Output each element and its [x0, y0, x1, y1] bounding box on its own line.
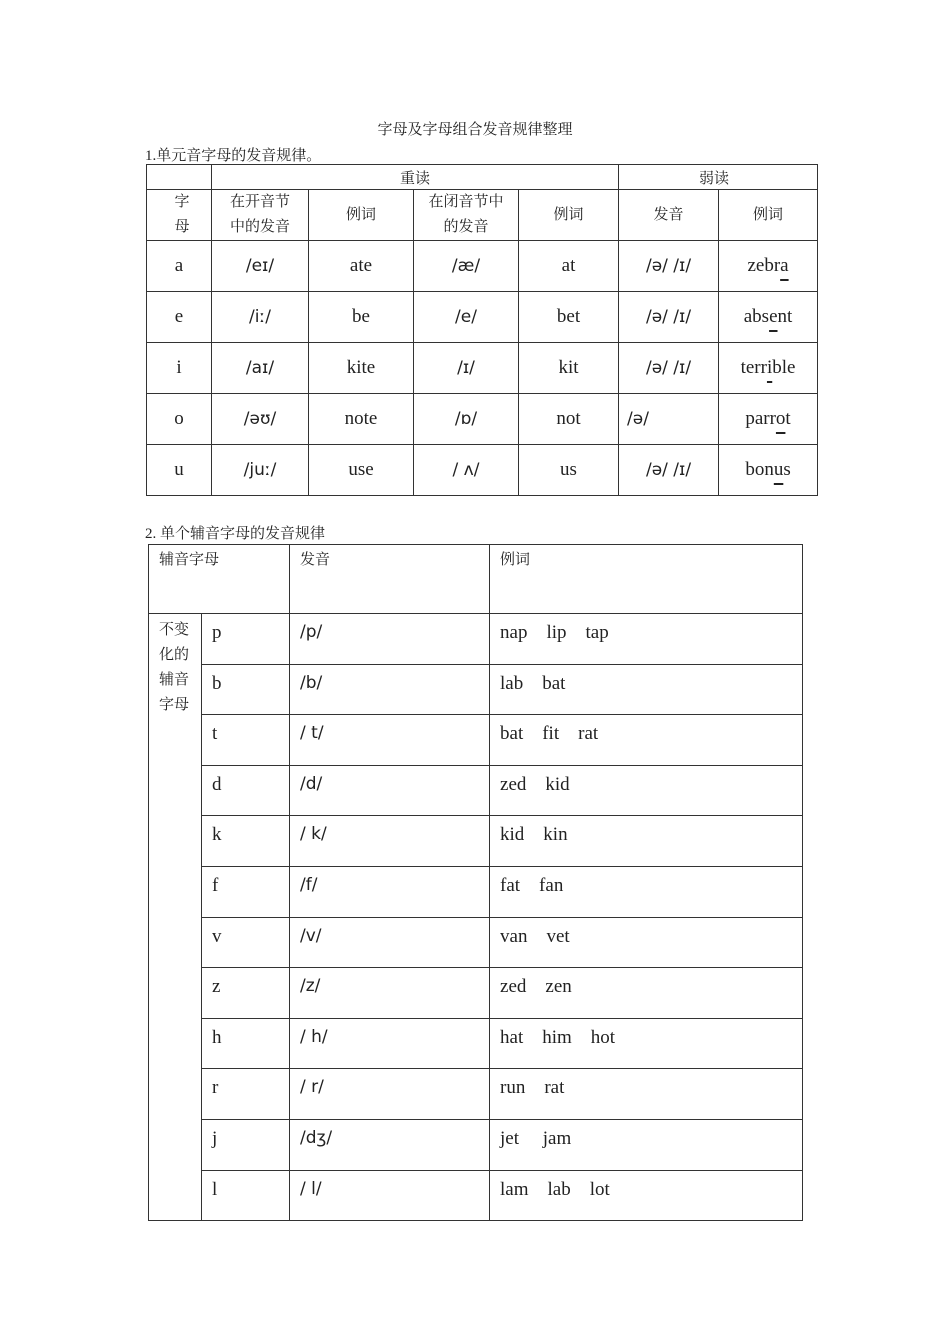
- open-sound: /əʊ/: [212, 394, 309, 445]
- consonant-letter: l: [202, 1170, 290, 1221]
- table-row: [149, 968, 803, 1019]
- consonant-letter: p: [202, 614, 290, 665]
- col-header-letter: 字母: [147, 190, 212, 241]
- consonant-examples: van vet: [490, 917, 803, 968]
- consonant-examples: lam lab lot: [490, 1170, 803, 1221]
- table-row: [149, 1069, 803, 1120]
- consonant-examples: jet jam: [490, 1119, 803, 1170]
- open-sound: /eɪ/: [212, 241, 309, 292]
- weak-sound: /ə/ /ɪ/: [619, 292, 719, 343]
- open-sound: /juː/: [212, 445, 309, 496]
- example-weak: zebra: [719, 241, 818, 292]
- col-header-example: 例词: [490, 545, 803, 614]
- consonant-letter: k: [202, 816, 290, 867]
- weak-sound: /ə/ /ɪ/: [619, 445, 719, 496]
- consonant-letter: z: [202, 968, 290, 1019]
- example-open: be: [309, 292, 414, 343]
- col-header-example2: 例词: [519, 190, 619, 241]
- col-header-consonant: 辅音字母: [149, 545, 290, 614]
- consonant-sound: /v/: [290, 917, 490, 968]
- consonant-letter: h: [202, 1018, 290, 1069]
- consonant-letter: f: [202, 866, 290, 917]
- example-weak: absent: [719, 292, 818, 343]
- consonant-examples: lab bat: [490, 664, 803, 715]
- example-weak: terrible: [719, 343, 818, 394]
- example-closed: bet: [519, 292, 619, 343]
- col-header-open: 在开音节中的发音: [212, 190, 309, 241]
- consonant-examples: run rat: [490, 1069, 803, 1120]
- page-title: 字母及字母组合发音规律整理: [377, 122, 573, 138]
- col-header-example1: 例词: [309, 190, 414, 241]
- example-open: note: [309, 394, 414, 445]
- consonant-letter: d: [202, 765, 290, 816]
- closed-sound: /e/: [414, 292, 519, 343]
- vowel-letter: i: [147, 343, 212, 394]
- col-header-sound: 发音: [290, 545, 490, 614]
- table-row: [147, 343, 818, 394]
- group-label-invariant-consonants: 不变化的辅音字母: [149, 614, 202, 1221]
- group-unstressed: 弱读: [619, 165, 818, 190]
- section2-heading: 2. 单个辅音字母的发音规律: [145, 526, 326, 542]
- consonant-sound: / h/: [290, 1018, 490, 1069]
- group-stressed: 重读: [212, 165, 619, 190]
- consonant-letter: t: [202, 715, 290, 766]
- consonant-letter: r: [202, 1069, 290, 1120]
- vowel-letter: e: [147, 292, 212, 343]
- consonant-sound: / l/: [290, 1170, 490, 1221]
- consonant-examples: kid kin: [490, 816, 803, 867]
- table-row: [147, 394, 818, 445]
- col-header-closed: 在闭音节中的发音: [414, 190, 519, 241]
- closed-sound: /ɒ/: [414, 394, 519, 445]
- consonant-sound: /dʒ/: [290, 1119, 490, 1170]
- table-row: [149, 866, 803, 917]
- table-row: [149, 917, 803, 968]
- open-sound: /iː/: [212, 292, 309, 343]
- consonant-sound: /p/: [290, 614, 490, 665]
- example-closed: kit: [519, 343, 619, 394]
- example-weak: bonus: [719, 445, 818, 496]
- consonant-sound: /z/: [290, 968, 490, 1019]
- example-open: kite: [309, 343, 414, 394]
- consonant-examples: bat fit rat: [490, 715, 803, 766]
- table-row: [149, 1119, 803, 1170]
- table-row: [149, 614, 803, 665]
- consonant-letter: b: [202, 664, 290, 715]
- consonant-table: [148, 544, 803, 1221]
- consonant-examples: hat him hot: [490, 1018, 803, 1069]
- consonant-sound: / r/: [290, 1069, 490, 1120]
- closed-sound: / ʌ/: [414, 445, 519, 496]
- example-closed: at: [519, 241, 619, 292]
- consonant-sound: / k/: [290, 816, 490, 867]
- example-open: use: [309, 445, 414, 496]
- closed-sound: /æ/: [414, 241, 519, 292]
- consonant-letter: v: [202, 917, 290, 968]
- blank-corner: [147, 165, 212, 190]
- vowel-letter: a: [147, 241, 212, 292]
- example-open: ate: [309, 241, 414, 292]
- vowel-letter: u: [147, 445, 212, 496]
- example-closed: us: [519, 445, 619, 496]
- weak-sound: /ə/ /ɪ/: [619, 241, 719, 292]
- section1-heading: 1.单元音字母的发音规律。: [145, 148, 322, 164]
- table-row: [149, 765, 803, 816]
- weak-sound: /ə/ /ɪ/: [619, 343, 719, 394]
- table-row: [147, 292, 818, 343]
- table-row: [149, 1170, 803, 1221]
- weak-sound: /ə/: [619, 394, 719, 445]
- vowel-table: [146, 164, 818, 496]
- consonant-sound: /b/: [290, 664, 490, 715]
- consonant-examples: fat fan: [490, 866, 803, 917]
- consonant-examples: zed zen: [490, 968, 803, 1019]
- consonant-examples: zed kid: [490, 765, 803, 816]
- col-header-weak-sound: 发音: [619, 190, 719, 241]
- col-header-example3: 例词: [719, 190, 818, 241]
- example-closed: not: [519, 394, 619, 445]
- consonant-sound: / t/: [290, 715, 490, 766]
- example-weak: parrot: [719, 394, 818, 445]
- table-row: [149, 1018, 803, 1069]
- table-row: [147, 241, 818, 292]
- consonant-sound: /f/: [290, 866, 490, 917]
- open-sound: /aɪ/: [212, 343, 309, 394]
- table-row: [149, 715, 803, 766]
- table-row: [149, 664, 803, 715]
- table-row: [147, 445, 818, 496]
- consonant-examples: nap lip tap: [490, 614, 803, 665]
- table-row: [149, 816, 803, 867]
- vowel-letter: o: [147, 394, 212, 445]
- consonant-sound: /d/: [290, 765, 490, 816]
- closed-sound: /ɪ/: [414, 343, 519, 394]
- consonant-letter: j: [202, 1119, 290, 1170]
